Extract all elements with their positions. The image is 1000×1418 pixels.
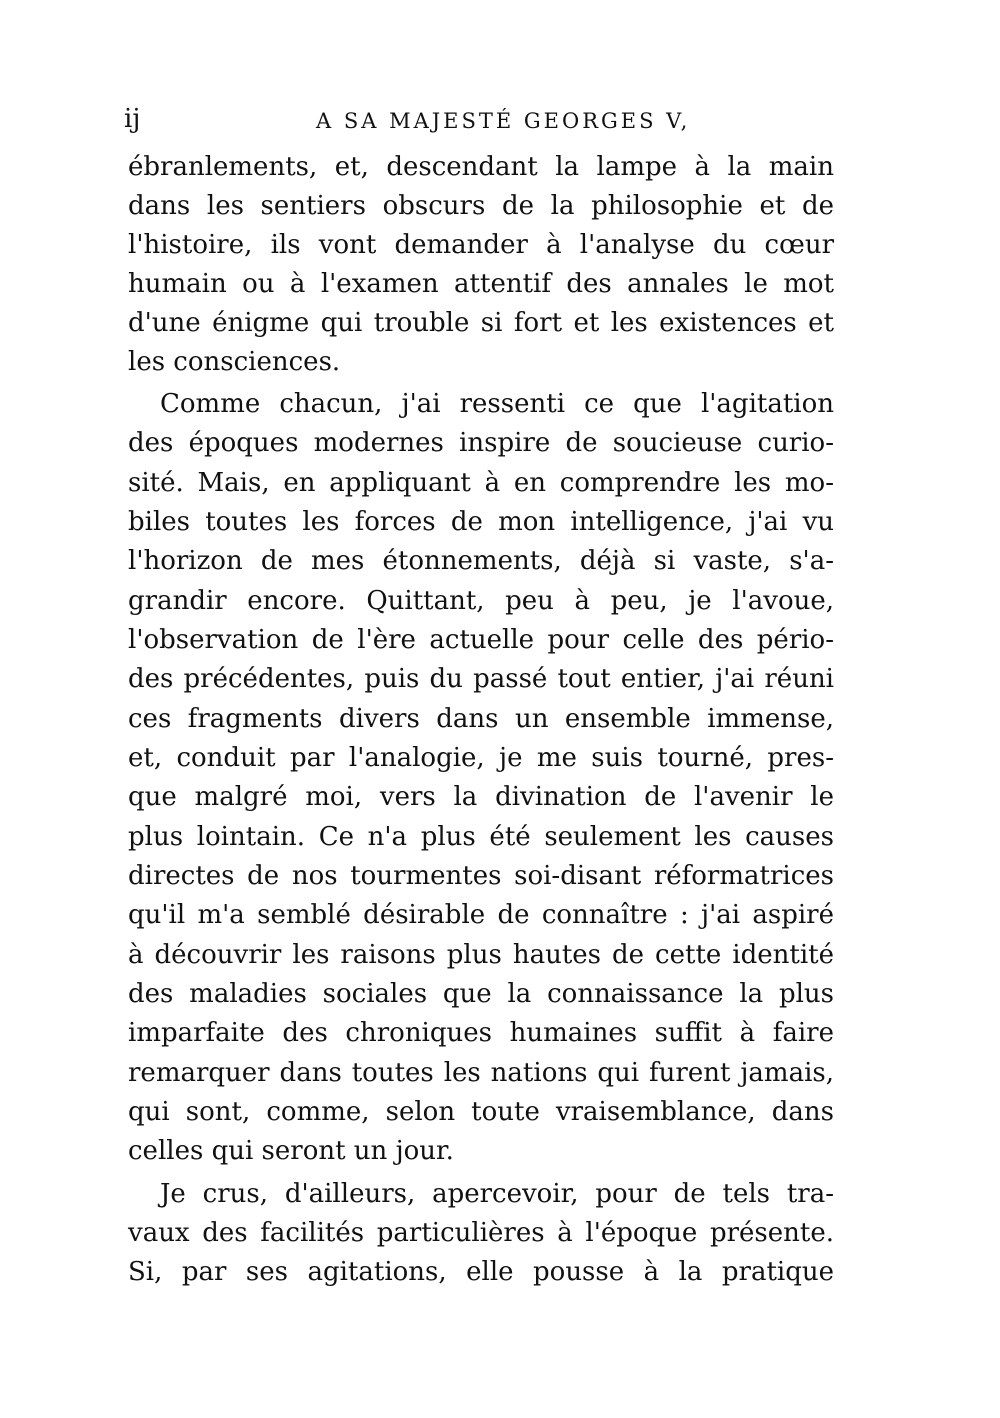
text-line: à découvrir les raisons plus hautes de cette identité <box>128 940 834 970</box>
text-line: qu'il m'a semblé désirable de connaître : j'ai aspiré <box>128 900 834 930</box>
text-line: des maladies sociales que la connaissance la plus <box>128 979 834 1009</box>
paragraph-first-line: Comme chacun, j'ai ressenti ce que l'agitation <box>160 389 834 419</box>
text-line: sité. Mais, en appliquant à en comprendre les mo- <box>128 468 834 498</box>
text-line: l'horizon de mes étonnements, déjà si vaste, s'a- <box>128 546 834 576</box>
text-line: d'une énigme qui trouble si fort et les existences et <box>128 308 834 338</box>
text-line: dans les sentiers obscurs de la philosophie et de <box>128 191 834 221</box>
text-line: des époques modernes inspire de soucieuse curio- <box>128 428 834 458</box>
paragraph-first-line: Je crus, d'ailleurs, apercevoir, pour de tels tra- <box>160 1179 834 1209</box>
text-line: plus lointain. Ce n'a plus été seulement les causes <box>128 822 834 852</box>
text-line: l'histoire, ils vont demander à l'analyse du cœur <box>128 230 834 260</box>
running-head: A SA MAJESTÉ GEORGES V, <box>316 109 691 133</box>
paragraph-end-line: celles qui seront un jour. <box>128 1136 454 1166</box>
text-line: humain ou à l'examen attentif des annales le mot <box>128 269 834 299</box>
text-line: que malgré moi, vers la divination de l'avenir le <box>128 782 834 812</box>
text-line: l'observation de l'ère actuelle pour celle des pério- <box>128 625 834 655</box>
text-line: biles toutes les forces de mon intelligence, j'ai vu <box>128 507 834 537</box>
text-line: des précédentes, puis du passé tout entier, j'ai réuni <box>128 664 834 694</box>
paragraph-end-line: les consciences. <box>128 347 341 377</box>
text-line: grandir encore. Quittant, peu à peu, je l'avoue, <box>128 586 834 616</box>
text-line: vaux des facilités particulières à l'époque présente. <box>128 1218 834 1248</box>
page-number: ij <box>124 104 141 134</box>
text-line: Si, par ses agitations, elle pousse à la pratique <box>128 1257 834 1287</box>
text-line: directes de nos tourmentes soi-disant réformatrices <box>128 861 834 891</box>
text-line: remarquer dans toutes les nations qui furent jamais, <box>128 1058 834 1088</box>
text-line: imparfaite des chroniques humaines suffit à faire <box>128 1018 834 1048</box>
text-line: ces fragments divers dans un ensemble immense, <box>128 704 834 734</box>
text-line: ébranlements, et, descendant la lampe à la main <box>128 152 834 182</box>
text-line: qui sont, comme, selon toute vraisemblance, dans <box>128 1097 834 1127</box>
text-line: et, conduit par l'analogie, je me suis tourné, pres- <box>128 743 834 773</box>
